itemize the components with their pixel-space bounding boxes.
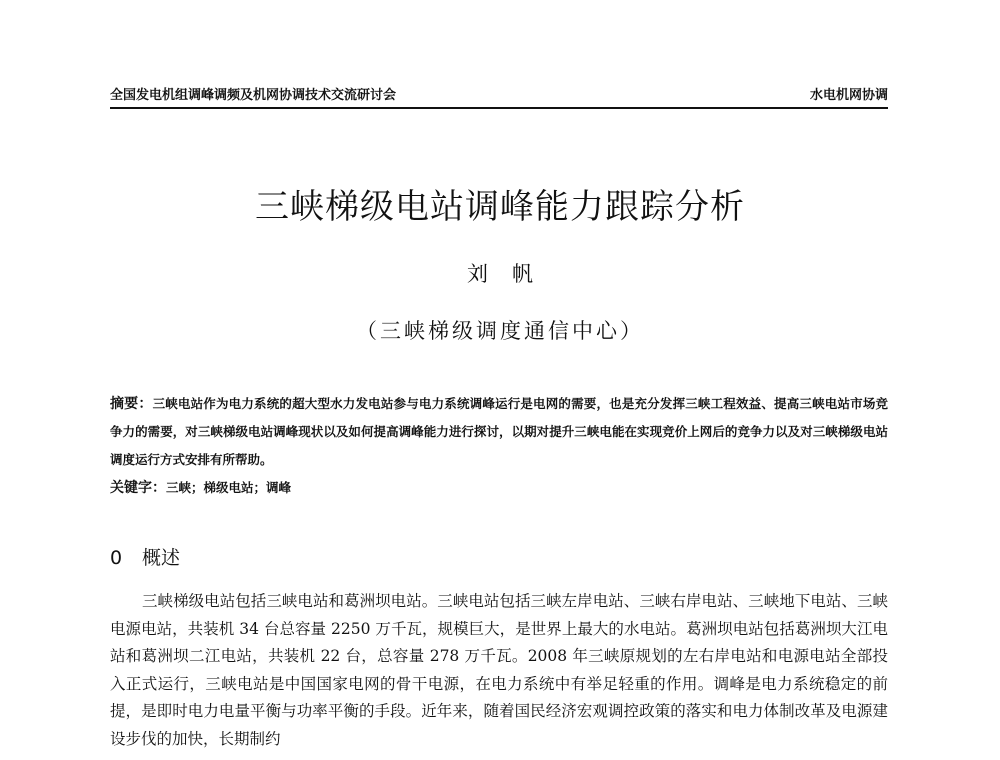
- author-name: 刘帆: [467, 262, 557, 286]
- author-affiliation: （三峡梯级调度通信中心）: [356, 319, 644, 343]
- conference-name: 全国发电机组调峰调频及机网协调技术交流研讨会: [110, 88, 397, 103]
- header-rule: [110, 107, 888, 109]
- running-header: [110, 84, 888, 106]
- keywords-text: 三峡；梯级电站；调峰: [166, 480, 292, 495]
- abstract-text: 三峡电站作为电力系统的超大型水力发电站参与电力系统调峰运行是电网的需要，也是充分发挥三峡工程效益、提高三峡电站市场竞争力的需要，对三峡梯级电站调峰现状以及如何提高调峰能力进行探讨，以期对提升三峡电能在实现竞价上网后的竞争力以及对三峡梯级电站调度运行方式安排有所帮助。: [110, 396, 889, 467]
- keywords: [110, 474, 888, 502]
- abstract: [110, 390, 888, 474]
- section-number: 0: [110, 547, 123, 569]
- section-heading: [110, 543, 180, 570]
- abstract-label: 摘要：: [110, 396, 153, 412]
- body-paragraph: 三峡梯级电站包括三峡电站和葛洲坝电站。三峡电站包括三峡左岸电站、三峡右岸电站、三峡地下电站、三峡电源电站，共装机 34 台总容量 2250 万千瓦，规模巨大，是世界上最大的水电站。葛洲坝电站包括葛洲坝大江电站和葛洲坝二江电站，共装机 22 台，总容量 278 万千瓦。2008 年三峡原规划的左右岸电站和电源电站全部投入正式运行，三峡电站是中国国家电网的骨干电源，在电力系统中有举足轻重的作用。调峰是电力系统稳定的前提，是即时电力电量平衡与功率平衡的手段。近年来，随着国民经济宏观调控政策的落实和电力体制改革及电源建设步伐的加快，长期制约: [110, 592, 888, 748]
- keywords-label: 关键字：: [110, 480, 166, 496]
- section-name: 水电机网协调: [809, 88, 888, 103]
- section-title: 概述: [142, 547, 181, 569]
- paper-title: 三峡梯级电站调峰能力跟踪分析: [255, 187, 745, 227]
